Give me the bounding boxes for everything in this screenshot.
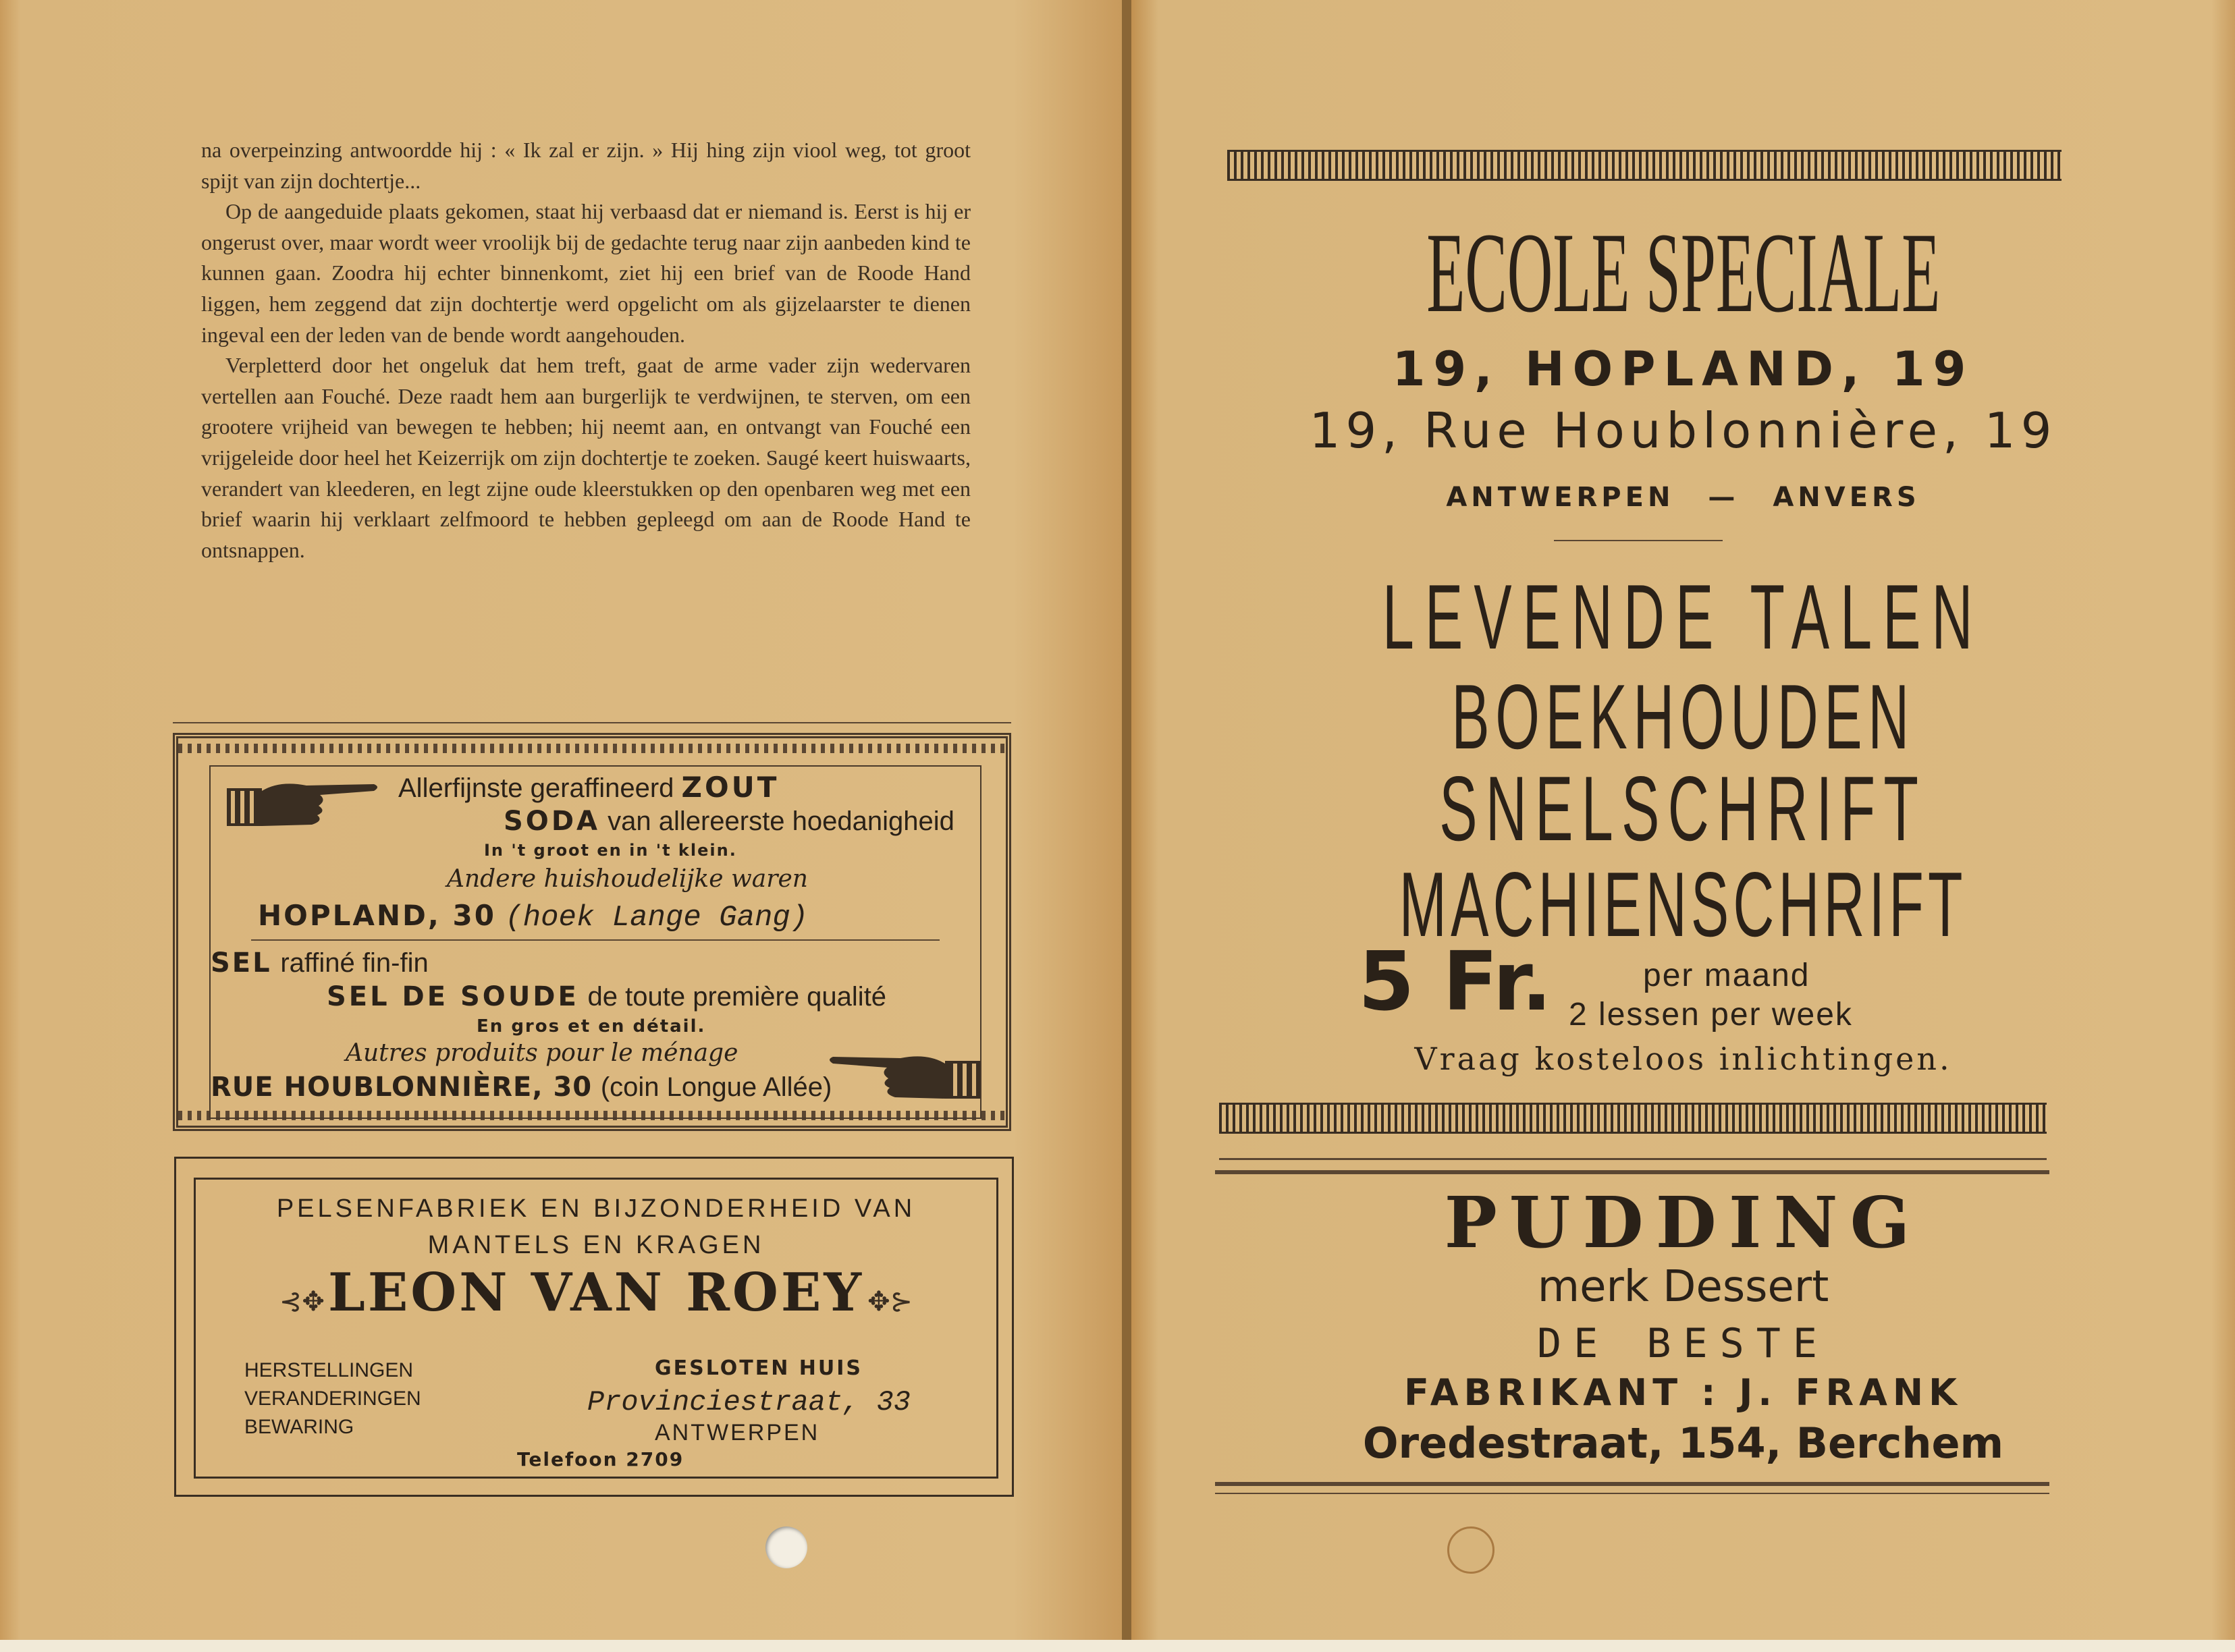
hopland-corner: (hoek Lange Gang) [505, 901, 809, 935]
story-paragraph: na overpeinzing antwoordde hij : « Ik zal er zijn. » Hij hing zijn viool weg, tot groot spijt van zijn dochtertje... [201, 138, 971, 193]
story-paragraph: Verpletterd door het ongeluk dat hem treft, gaat de arme vader zijn wedervaren vertellen aan Fouché. Deze raadt hem aan burgerlijk te verdwijnen, te sterven, om een grootere vrijheid van bewegen te hebben; hij neemt aan, en ontvangt van Fouché een vrijgeleide door heel het Keizerrijk om zijn dochtertje te zoeken. Saugé keert huiswaarts, verandert van kleederen, en legt zijne oude kleerstukken op den openbaren weg met een brief waarin hij verklaart zelfmoord te hebben gepleegd om aan de Roode Hand te ontsnappen. [201, 353, 971, 562]
salt-line-3: In 't groot en in 't klein. [484, 841, 737, 860]
story-paragraph: Op de aangeduide plaats gekomen, staat hij verbaasd dat er niemand is. Eerst is hij er ongerust over, maar wordt weer vroolijk bij de gedachte terug naar zijn aanbeden kind te kunnen gaan. Zoodra hij echter binnenkomt, ziet hij een brief van de Roode Hand liggen, hem zeggend dat zijn dochtertje werd opgelicht om als gijzelaarster te dienen ingeval een der leden van de bende wordt aangehouden. [201, 199, 971, 347]
divider [1554, 540, 1723, 541]
subject-bookkeeping: BOEKHOUDEN [1451, 665, 1915, 768]
divider [173, 722, 1011, 723]
fur-line-1: PELSENFABRIEK EN BIJZONDERHEID VAN [276, 1194, 916, 1223]
pudding-brand: merk Dessert [1537, 1262, 1829, 1312]
fur-company-name: LEON VAN ROEY [327, 1262, 865, 1323]
divider [1215, 1493, 2049, 1494]
salt-line-4: Andere huishoudelijke waren [447, 865, 808, 893]
punch-hole [1447, 1526, 1495, 1574]
soda-label: SODA [504, 806, 600, 837]
salt-line-8: En gros et en détail. [477, 1016, 706, 1037]
fur-closed-house: GESLOTEN HUIS [655, 1356, 863, 1380]
divider [251, 939, 940, 941]
fur-phone: Telefoon 2709 [517, 1448, 684, 1470]
school-address-nl: 19, HOPLAND, 19 [1392, 341, 1974, 397]
ornament-border [178, 744, 1006, 753]
school-city-nl: ANTWERPEN [1446, 482, 1675, 513]
pudding-maker: FABRIKANT : J. FRANK [1404, 1371, 1962, 1414]
page-bottom-edge [0, 1640, 2235, 1652]
subject-languages: LEVENDE TALEN [1382, 566, 1984, 668]
fur-street: Provinciestraat, 33 [587, 1386, 911, 1419]
school-lessons: 2 lessen per week [1569, 997, 1853, 1032]
school-price: 5 Fr. [1358, 935, 1553, 1029]
pudding-best: DE BESTE [1537, 1320, 1829, 1367]
houblonniere-address: RUE HOUBLONNIÈRE, 30 [211, 1072, 593, 1103]
fur-service-1: HERSTELLINGEN [244, 1359, 414, 1381]
salt-soda-ad-frame [209, 765, 981, 1119]
soda-quality: van allereerste hoedanigheid [608, 806, 954, 836]
fur-ad-frame [194, 1178, 998, 1479]
school-per-month: per maand [1643, 958, 1810, 993]
salt-line-9: Autres produits pour le ménage [346, 1039, 738, 1067]
divider [1215, 1170, 2049, 1174]
fur-line-2: MANTELS EN KRAGEN [427, 1231, 765, 1259]
school-title: ECOLE SPECIALE [1426, 209, 1940, 336]
school-address-fr: 19, Rue Houblonnière, 19 [1309, 402, 2057, 459]
book-gutter [1122, 0, 1131, 1652]
fur-ad [174, 1157, 1014, 1497]
ornament-left-icon: ⊰✥ [279, 1286, 325, 1317]
divider [1219, 1158, 2047, 1160]
ornament-frieze [1219, 1103, 2047, 1134]
sel-fine: raffiné fin-fin [280, 948, 429, 978]
ornament-right-icon: ✥⊱ [867, 1286, 913, 1317]
fur-city: ANTWERPEN [655, 1420, 820, 1446]
fur-service-2: VERANDERINGEN [244, 1387, 421, 1410]
ornament-frieze [1227, 150, 2062, 181]
punch-hole [765, 1526, 807, 1568]
school-info: Vraag kosteloos inlichtingen. [1414, 1041, 1952, 1077]
sel-de-soude-quality: de toute première qualité [587, 982, 887, 1012]
salt-line-1a: Allerfijnste geraffineerd [398, 773, 674, 803]
school-city-fr: ANVERS [1773, 482, 1920, 513]
school-city-dash: — [1708, 482, 1740, 513]
sel-de-soude: SEL DE SOUDE [327, 981, 579, 1012]
pudding-title: PUDDING [1444, 1181, 1922, 1264]
pointing-hand-icon [225, 771, 381, 831]
story-text [201, 135, 971, 566]
houblonniere-corner: (coin Longue Allée) [600, 1072, 832, 1102]
sel-label: SEL [211, 947, 272, 979]
divider [1215, 1482, 2049, 1486]
pudding-address: Oredestraat, 154, Berchem [1362, 1419, 2004, 1468]
subject-shorthand: SNELSCHRIFT [1439, 757, 1927, 860]
salt-soda-ad [173, 733, 1011, 1131]
hopland-address: HOPLAND, 30 [258, 899, 496, 932]
fur-service-3: BEWARING [244, 1416, 354, 1438]
pointing-hand-icon [826, 1043, 981, 1104]
subject-typing: MACHIENSCHRIFT [1399, 853, 1967, 956]
salt-line-1b: ZOUT [681, 771, 780, 804]
